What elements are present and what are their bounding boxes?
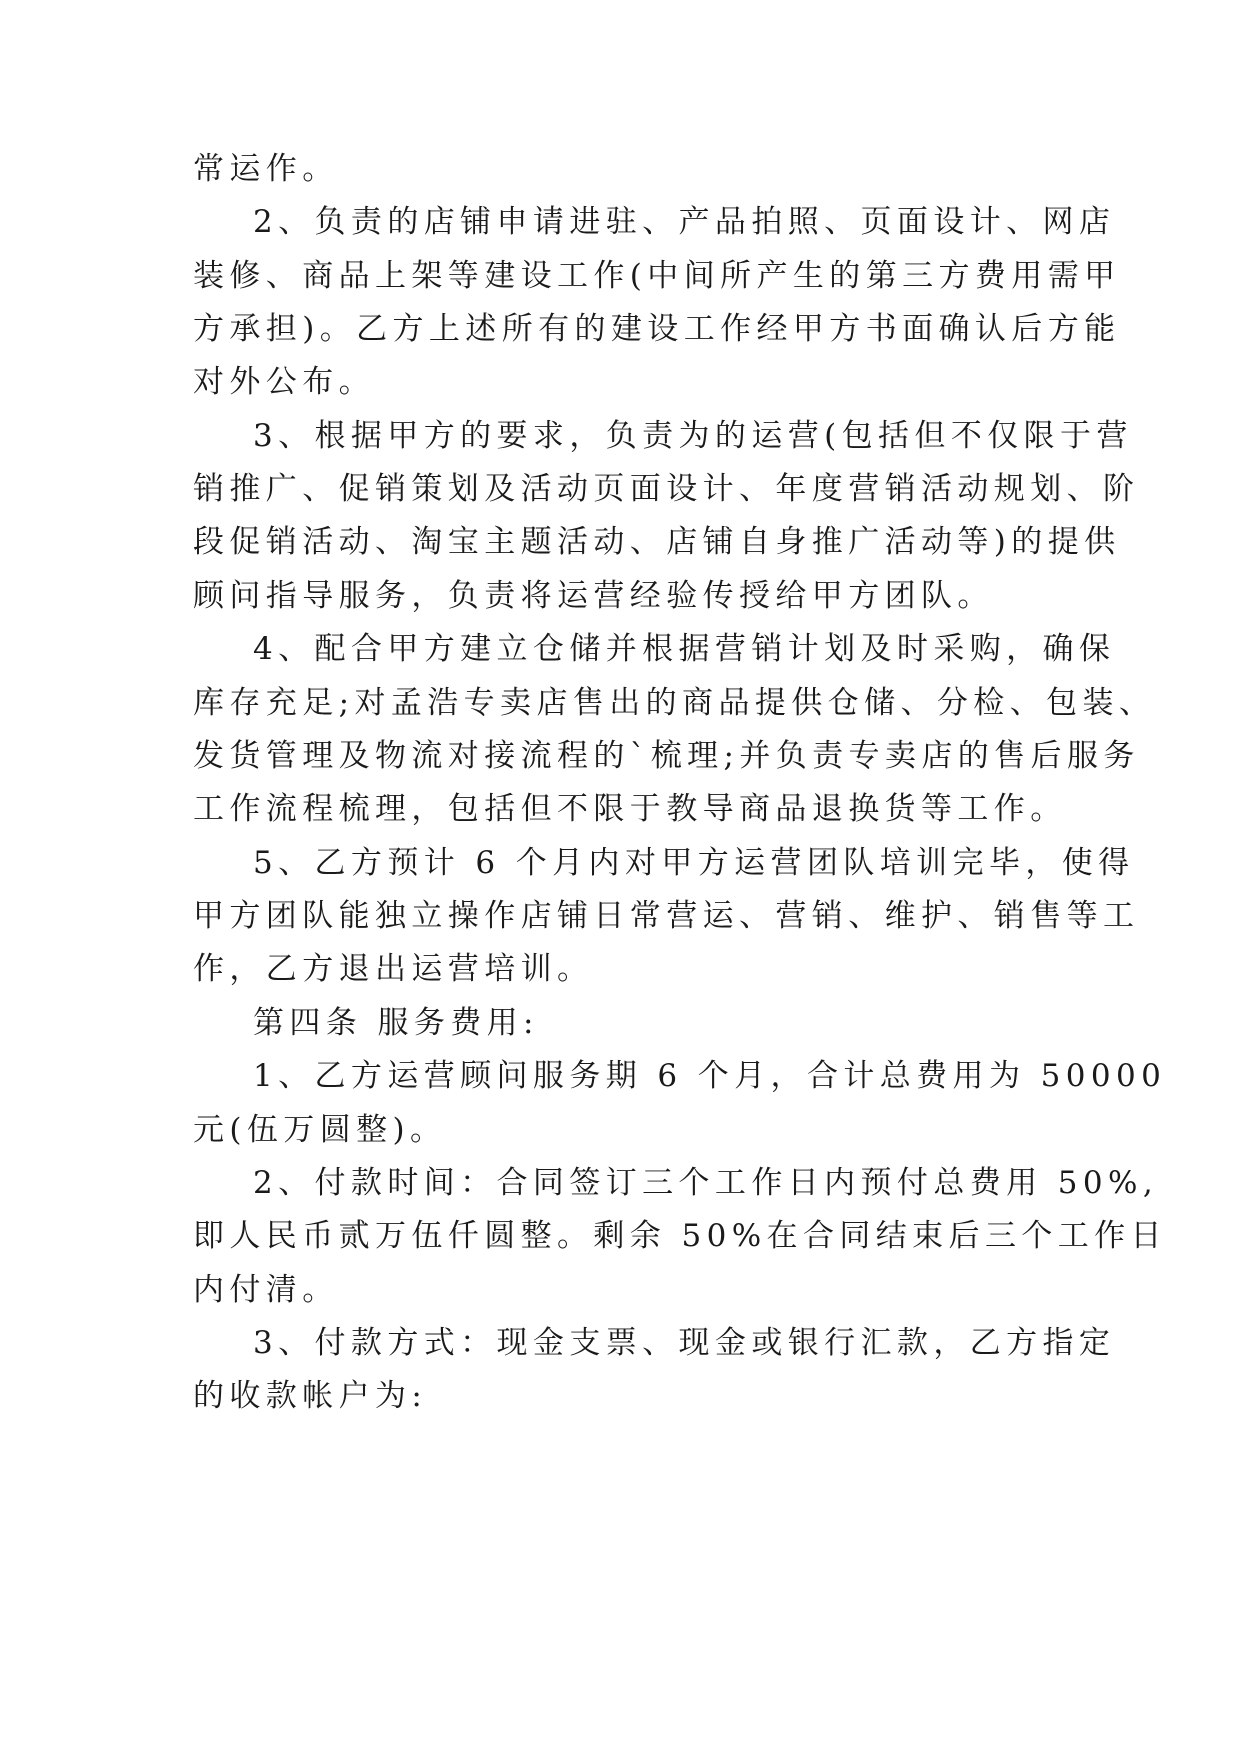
text-line: 对外公布。 <box>193 364 375 400</box>
text-line: 库存充足;对孟浩专卖店售出的商品提供仓储、分检、包装、 <box>193 685 1156 721</box>
text-line: 内付清。 <box>193 1272 339 1308</box>
text-line: 的收款帐户为: <box>193 1378 428 1414</box>
section-heading: 第四条 服务费用: <box>253 1005 539 1041</box>
text-line: 3、根据甲方的要求，负责为的运营(包括但不仅限于营 <box>253 418 1133 454</box>
text-line: 4、配合甲方建立仓储并根据营销计划及时采购，确保 <box>253 631 1116 667</box>
text-line: 段促销活动、淘宝主题活动、店铺自身推广活动等)的提供 <box>193 524 1121 560</box>
text-line: 作，乙方退出运营培训。 <box>193 951 594 987</box>
text-line: 2、负责的店铺申请进驻、产品拍照、页面设计、网店 <box>253 204 1116 240</box>
text-line: 甲方团队能独立操作店铺日常营运、营销、维护、销售等工 <box>193 898 1140 934</box>
text-line: 元(伍万圆整)。 <box>193 1112 447 1148</box>
text-line: 工作流程梳理，包括但不限于教导商品退换货等工作。 <box>193 791 1067 827</box>
text-line: 5、乙方预计 6 个月内对甲方运营团队培训完毕，使得 <box>253 845 1135 881</box>
text-line: 3、付款方式：现金支票、现金或银行汇款，乙方指定 <box>253 1325 1116 1361</box>
text-line: 装修、商品上架等建设工作(中间所产生的第三方费用需甲 <box>193 258 1121 294</box>
text-line: 常运作。 <box>193 151 339 187</box>
text-line: 1、乙方运营顾问服务期 6 个月，合计总费用为 50000 <box>253 1058 1167 1094</box>
text-line: 顾问指导服务，负责将运营经验传授给甲方团队。 <box>193 578 994 614</box>
text-line: 方承担)。乙方上述所有的建设工作经甲方书面确认后方能 <box>193 311 1121 347</box>
text-line: 发货管理及物流对接流程的`梳理;并负责专卖店的售后服务 <box>193 738 1140 774</box>
text-line: 销推广、促销策划及活动页面设计、年度营销活动规划、阶 <box>193 471 1140 507</box>
text-line: 2、付款时间：合同签订三个工作日内预付总费用 50%, <box>253 1165 1159 1201</box>
text-line: 即人民币贰万伍仟圆整。剩余 50%在合同结束后三个工作日 <box>193 1218 1167 1254</box>
